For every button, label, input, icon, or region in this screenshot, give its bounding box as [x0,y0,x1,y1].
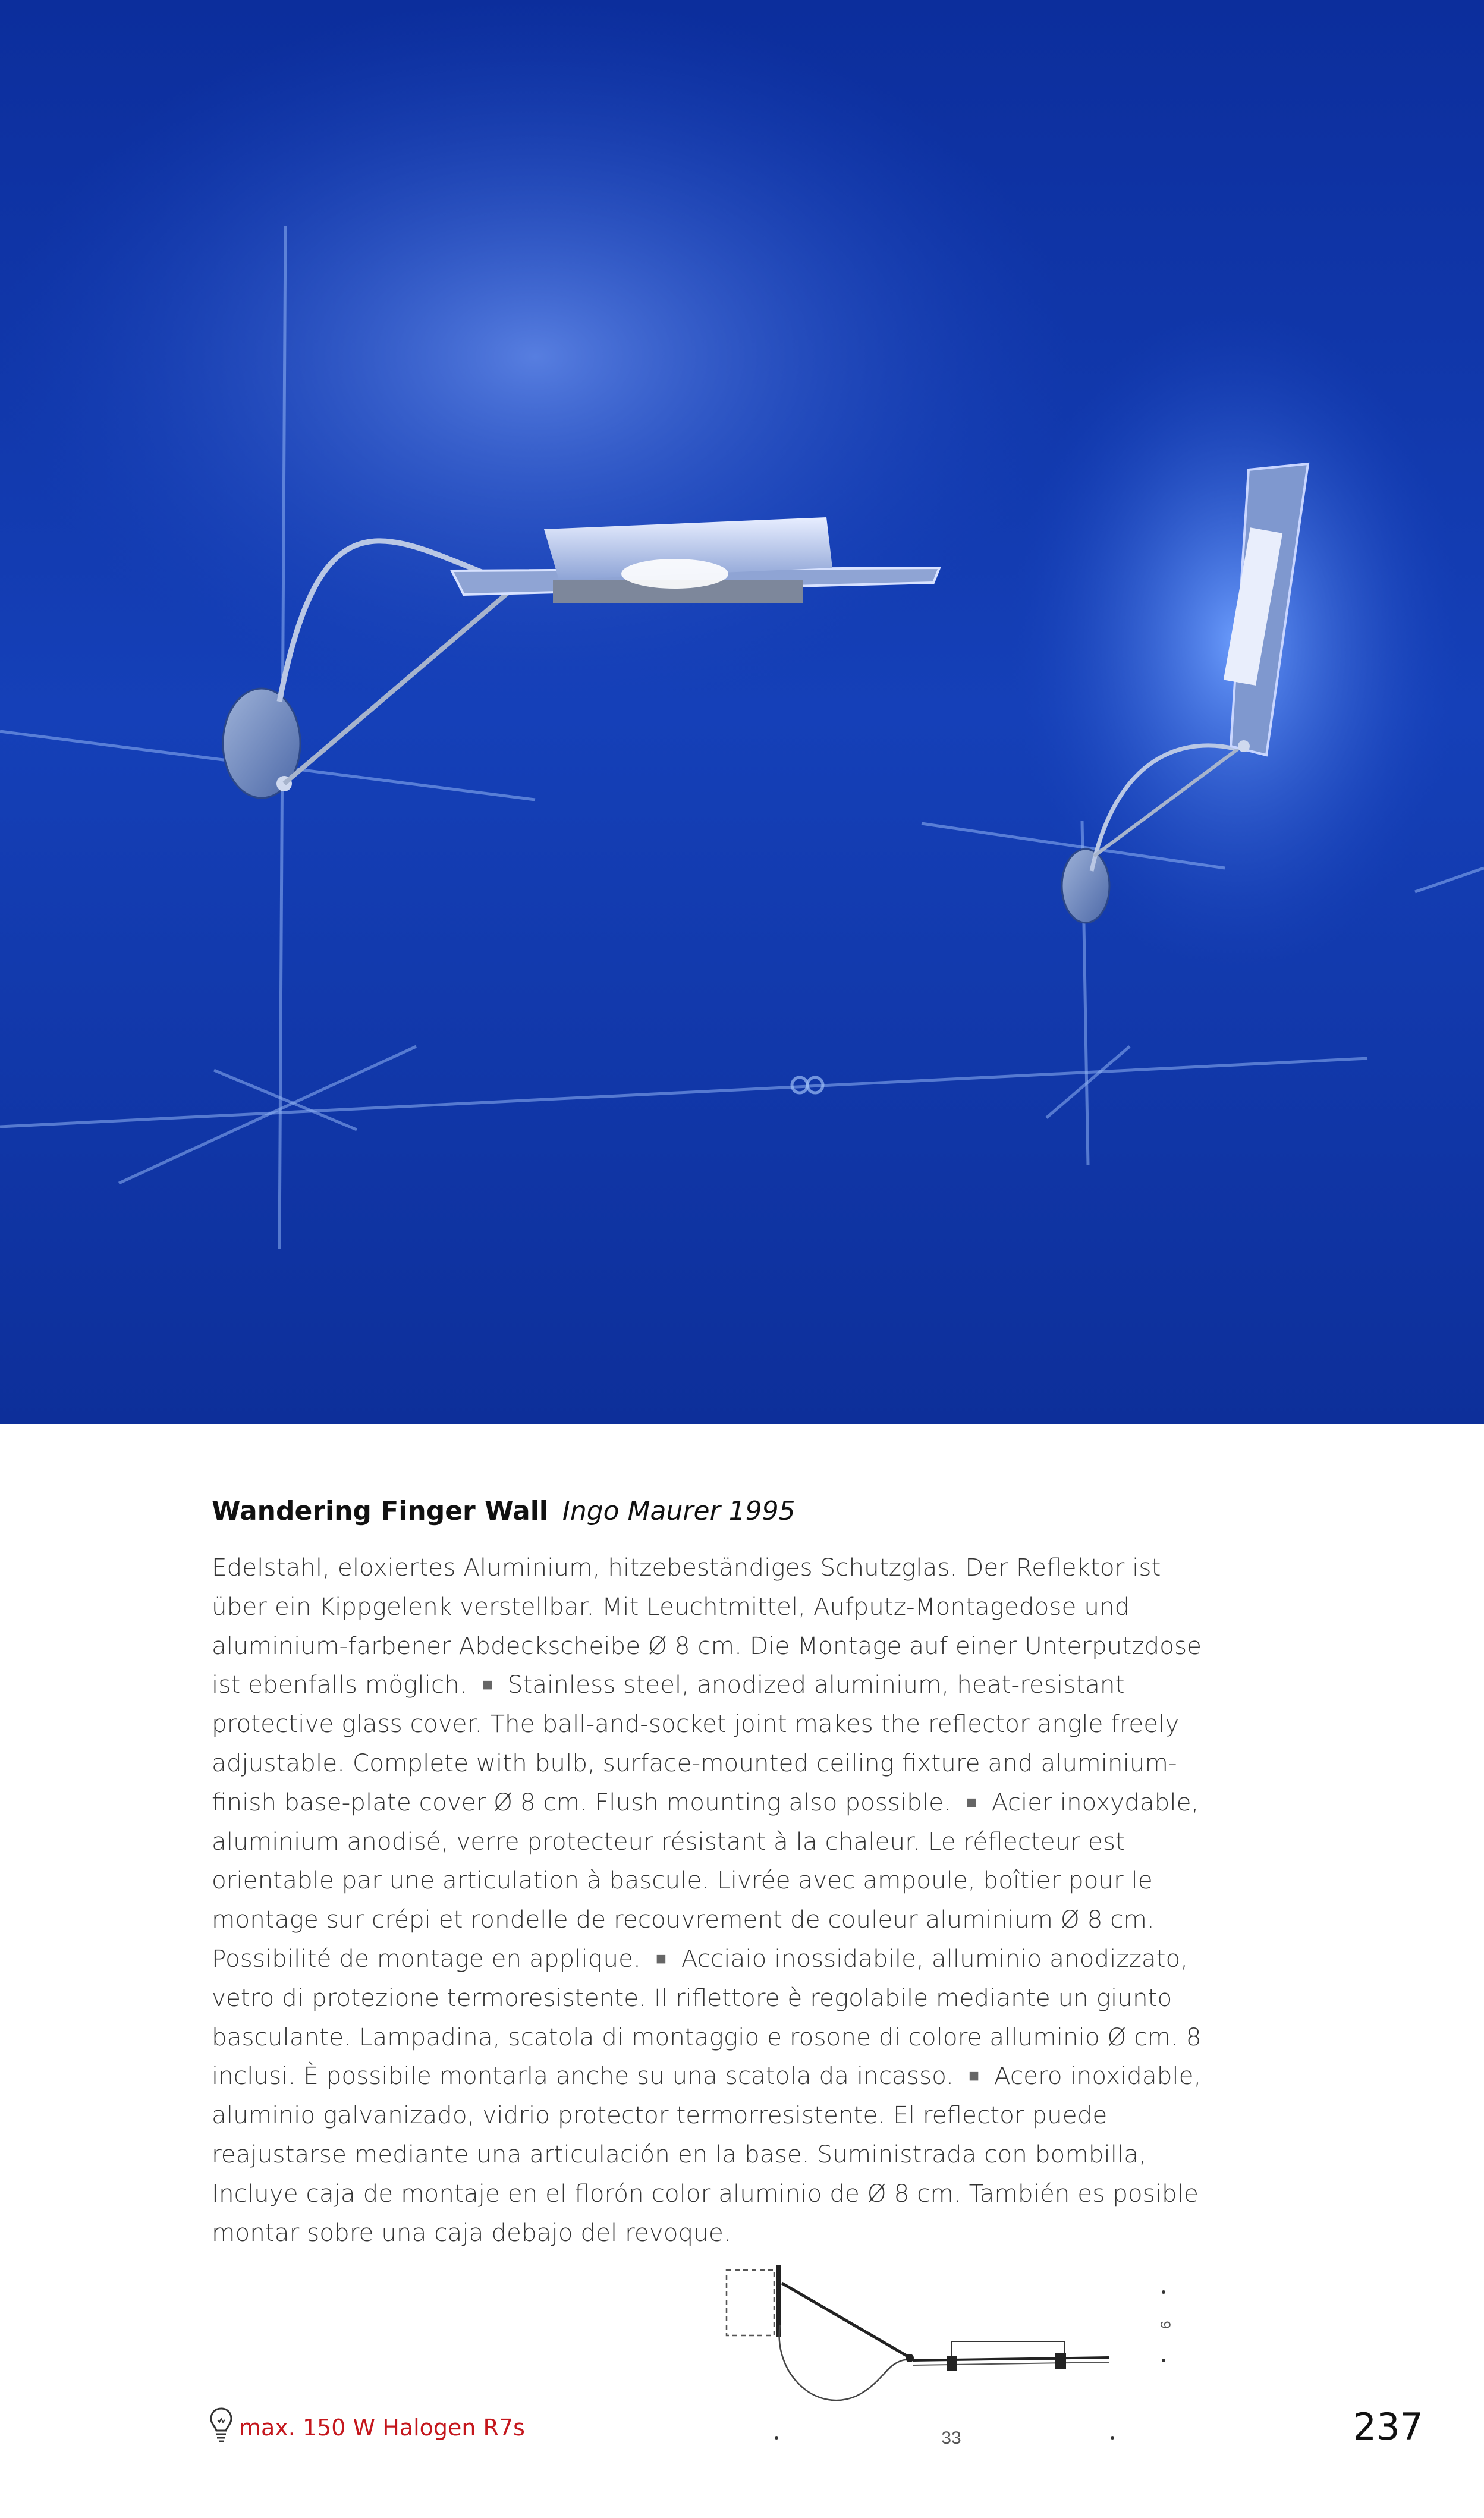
description-fr: Acier inoxydable, aluminium anodisé, verre protecteur résistant à la chaleur. Le réflecteur est orientable par une articulation à bascule. Livrée avec ampoule, boîtier pour le montage sur crépi et rondelle de recouvrement de couleur aluminium Ø 8 cm. Possibilité de montage en applique. [212,1787,1199,1973]
designer-year: Ingo Maurer 1995 [562,1496,796,1526]
product-title [212,1494,1222,1529]
width-dimension: 33 [941,2428,961,2448]
cable [779,2325,910,2400]
joint [906,2354,914,2362]
description-en: Stainless steel, anodized aluminium, heat-resistant protective glass cover. The ball-and-socket joint makes the reflector angle freely adjustable. Complete with bulb, surface-mounted ceiling fixture and aluminium-finish base-plate cover Ø 8 cm. Flush mounting also possible. [212,1670,1180,1816]
reflector-body [951,2341,1064,2359]
page-number: 237 [1353,2405,1423,2448]
description-it: Acciaio inossidabile, alluminio anodizzato, vetro di protezione termoresistente. Il riflettore è regolabile mediante un giunto basculante. Lampadina, scatola di montaggio e rosone di colore alluminio Ø cm. 8 inclusi. È possibile montarla anche su una scatola da incasso. [212,1944,1202,2091]
dimension-dot [1111,2436,1114,2440]
product-name: Wandering Finger Wall [212,1496,548,1526]
separator-square-icon: ■ [968,2066,980,2087]
reflector-line [913,2357,1109,2360]
description-es: Acero inoxidable, aluminio galvanizado, vidrio protector termorresistente. El reflector puede reajustarse mediante una articulación en la base. Suministrada con bombilla, Incluye caja de montaje en el florón color aluminio de Ø 8 cm. También es posible montar sobre una caja debajo del revoque. [212,2061,1202,2247]
light-bulb-icon [209,2407,233,2445]
height-dimension: 9 [1157,2321,1173,2329]
mounting-box [727,2270,774,2335]
separator-square-icon: ■ [966,1791,977,1813]
dimension-dot [1162,2359,1165,2362]
end-cap [1055,2353,1066,2369]
reflector-line [913,2362,1109,2365]
end-cap [947,2356,957,2371]
support-arm [782,2283,910,2357]
dimension-dot [775,2436,778,2440]
separator-square-icon: ■ [655,1948,666,1969]
lamp-spec: max. 150 W Halogen R7s [239,2415,525,2441]
product-description [212,1548,1205,2252]
separator-square-icon: ■ [482,1674,493,1696]
technical-drawing [713,2253,1189,2467]
dimension-dot [1162,2290,1165,2294]
description-de: Edelstahl, eloxiertes Aluminium, hitzebeständiges Schutzglas. Der Reflektor ist über ein Kippgelenk verstellbar. Mit Leuchtmittel, Aufputz-Montagedose und aluminium-farbener Abdeckscheibe Ø 8 cm. Die Montage auf einer Unterputzdose ist ebenfalls möglich. [212,1553,1202,1699]
